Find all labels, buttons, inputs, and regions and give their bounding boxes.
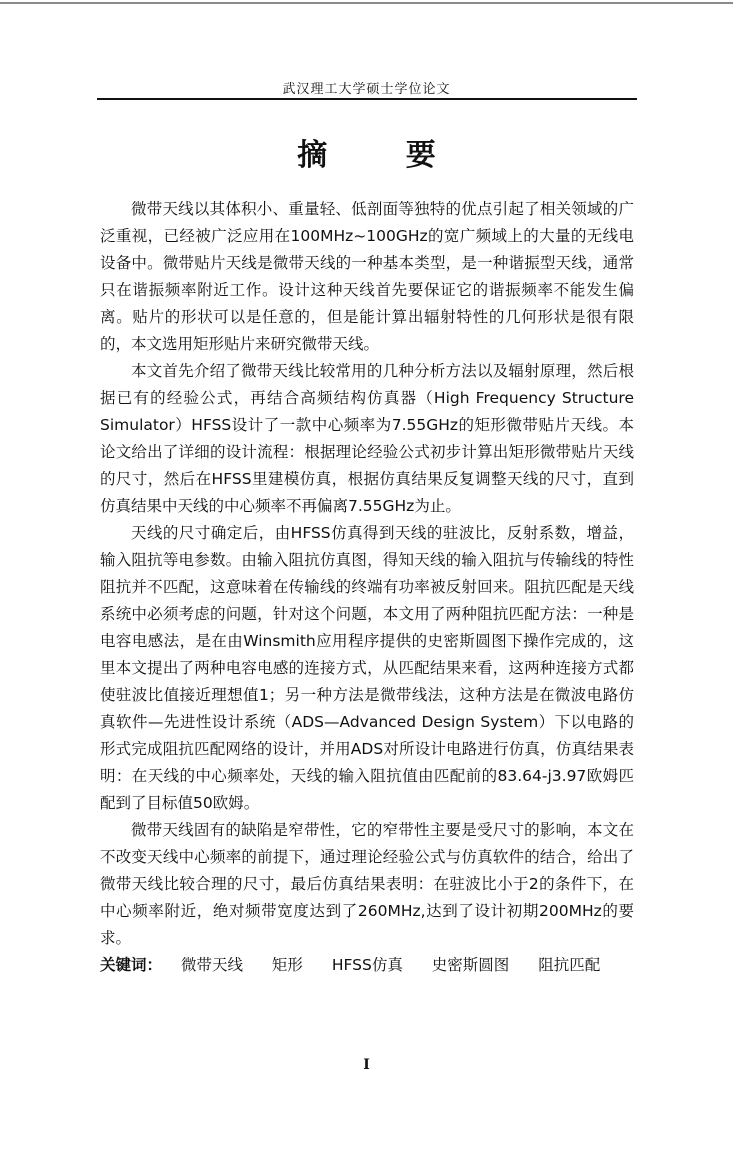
abstract-body [100,196,634,979]
keyword-item: 阻抗匹配 [538,956,601,974]
keyword-item: 矩形 [271,956,303,974]
keywords-line [100,952,634,979]
keyword-item: HFSS仿真 [331,956,403,974]
paragraph-3: 天线的尺寸确定后，由HFSS仿真得到天线的驻波比，反射系数，增益，输入阻抗等电参数。由输入阻抗仿真图，得知天线的输入阻抗与传输线的特性阻抗并不匹配，这意味着在传输线的终端有功率被反射回来。阻抗匹配是天线系统中必须考虑的问题，针对这个问题，本文用了两种阻抗匹配方法：一种是电容电感法，是在由Winsmith应用程序提供的史密斯圆图下操作完成的，这里本文提出了两种电容电感的连接方式，从匹配结果来看，这两种连接方式都使驻波比值接近理想值1；另一种方法是微带线法，这种方法是在微波电路仿真软件—先进性设计系统（ADS—Advanced Design System）下以电路的形式完成阻抗匹配网络的设计，并用ADS对所设计电路进行仿真，仿真结果表明：在天线的中心频率处，天线的输入阻抗值由匹配前的83.64-j3.97欧姆匹配到了目标值50欧姆。 [100,524,634,812]
keyword-item: 史密斯圆图 [431,956,510,974]
header-rule [97,98,637,100]
paragraph-4: 微带天线固有的缺陷是窄带性，它的窄带性主要是受尺寸的影响，本文在不改变天线中心频率的前提下，通过理论经验公式与仿真软件的结合，给出了微带天线比较合理的尺寸，最后仿真结果表明：在驻波比小于2的条件下，在中心频率附近，绝对频带宽度达到了260MHz,达到了设计初期200MHz的要求。 [100,821,634,947]
page-number: I [363,1057,370,1073]
scan-edge-line [0,2,733,4]
abstract-title: 摘 要 [297,138,470,173]
keyword-item: 微带天线 [180,956,243,974]
running-header: 武汉理工大学硕士学位论文 [282,82,451,97]
keywords-label: 关键词： [100,956,163,974]
paragraph-2: 本文首先介绍了微带天线比较常用的几种分析方法以及辐射原理，然后根据已有的经验公式，再结合高频结构仿真器（High Frequency Structure Simulator）HFSS设计了一款中心频率为7.55GHz的矩形微带贴片天线。本论文给出了详细的设计流程：根据理论经验公式初步计算出矩形微带贴片天线的尺寸，然后在HFSS里建模仿真，根据仿真结果反复调整天线的尺寸，直到仿真结果中天线的中心频率不再偏离7.55GHz为止。 [100,362,634,515]
paragraph-1: 微带天线以其体积小、重量轻、低剖面等独特的优点引起了相关领域的广泛重视，已经被广泛应用在100MHz~100GHz的宽广频域上的大量的无线电设备中。微带贴片天线是微带天线的一种基本类型，是一种谐振型天线，通常只在谐振频率附近工作。设计这种天线首先要保证它的谐振频率不能发生偏离。贴片的形状可以是任意的，但是能计算出辐射特性的几何形状是很有限的，本文选用矩形贴片来研究微带天线。 [100,200,634,353]
